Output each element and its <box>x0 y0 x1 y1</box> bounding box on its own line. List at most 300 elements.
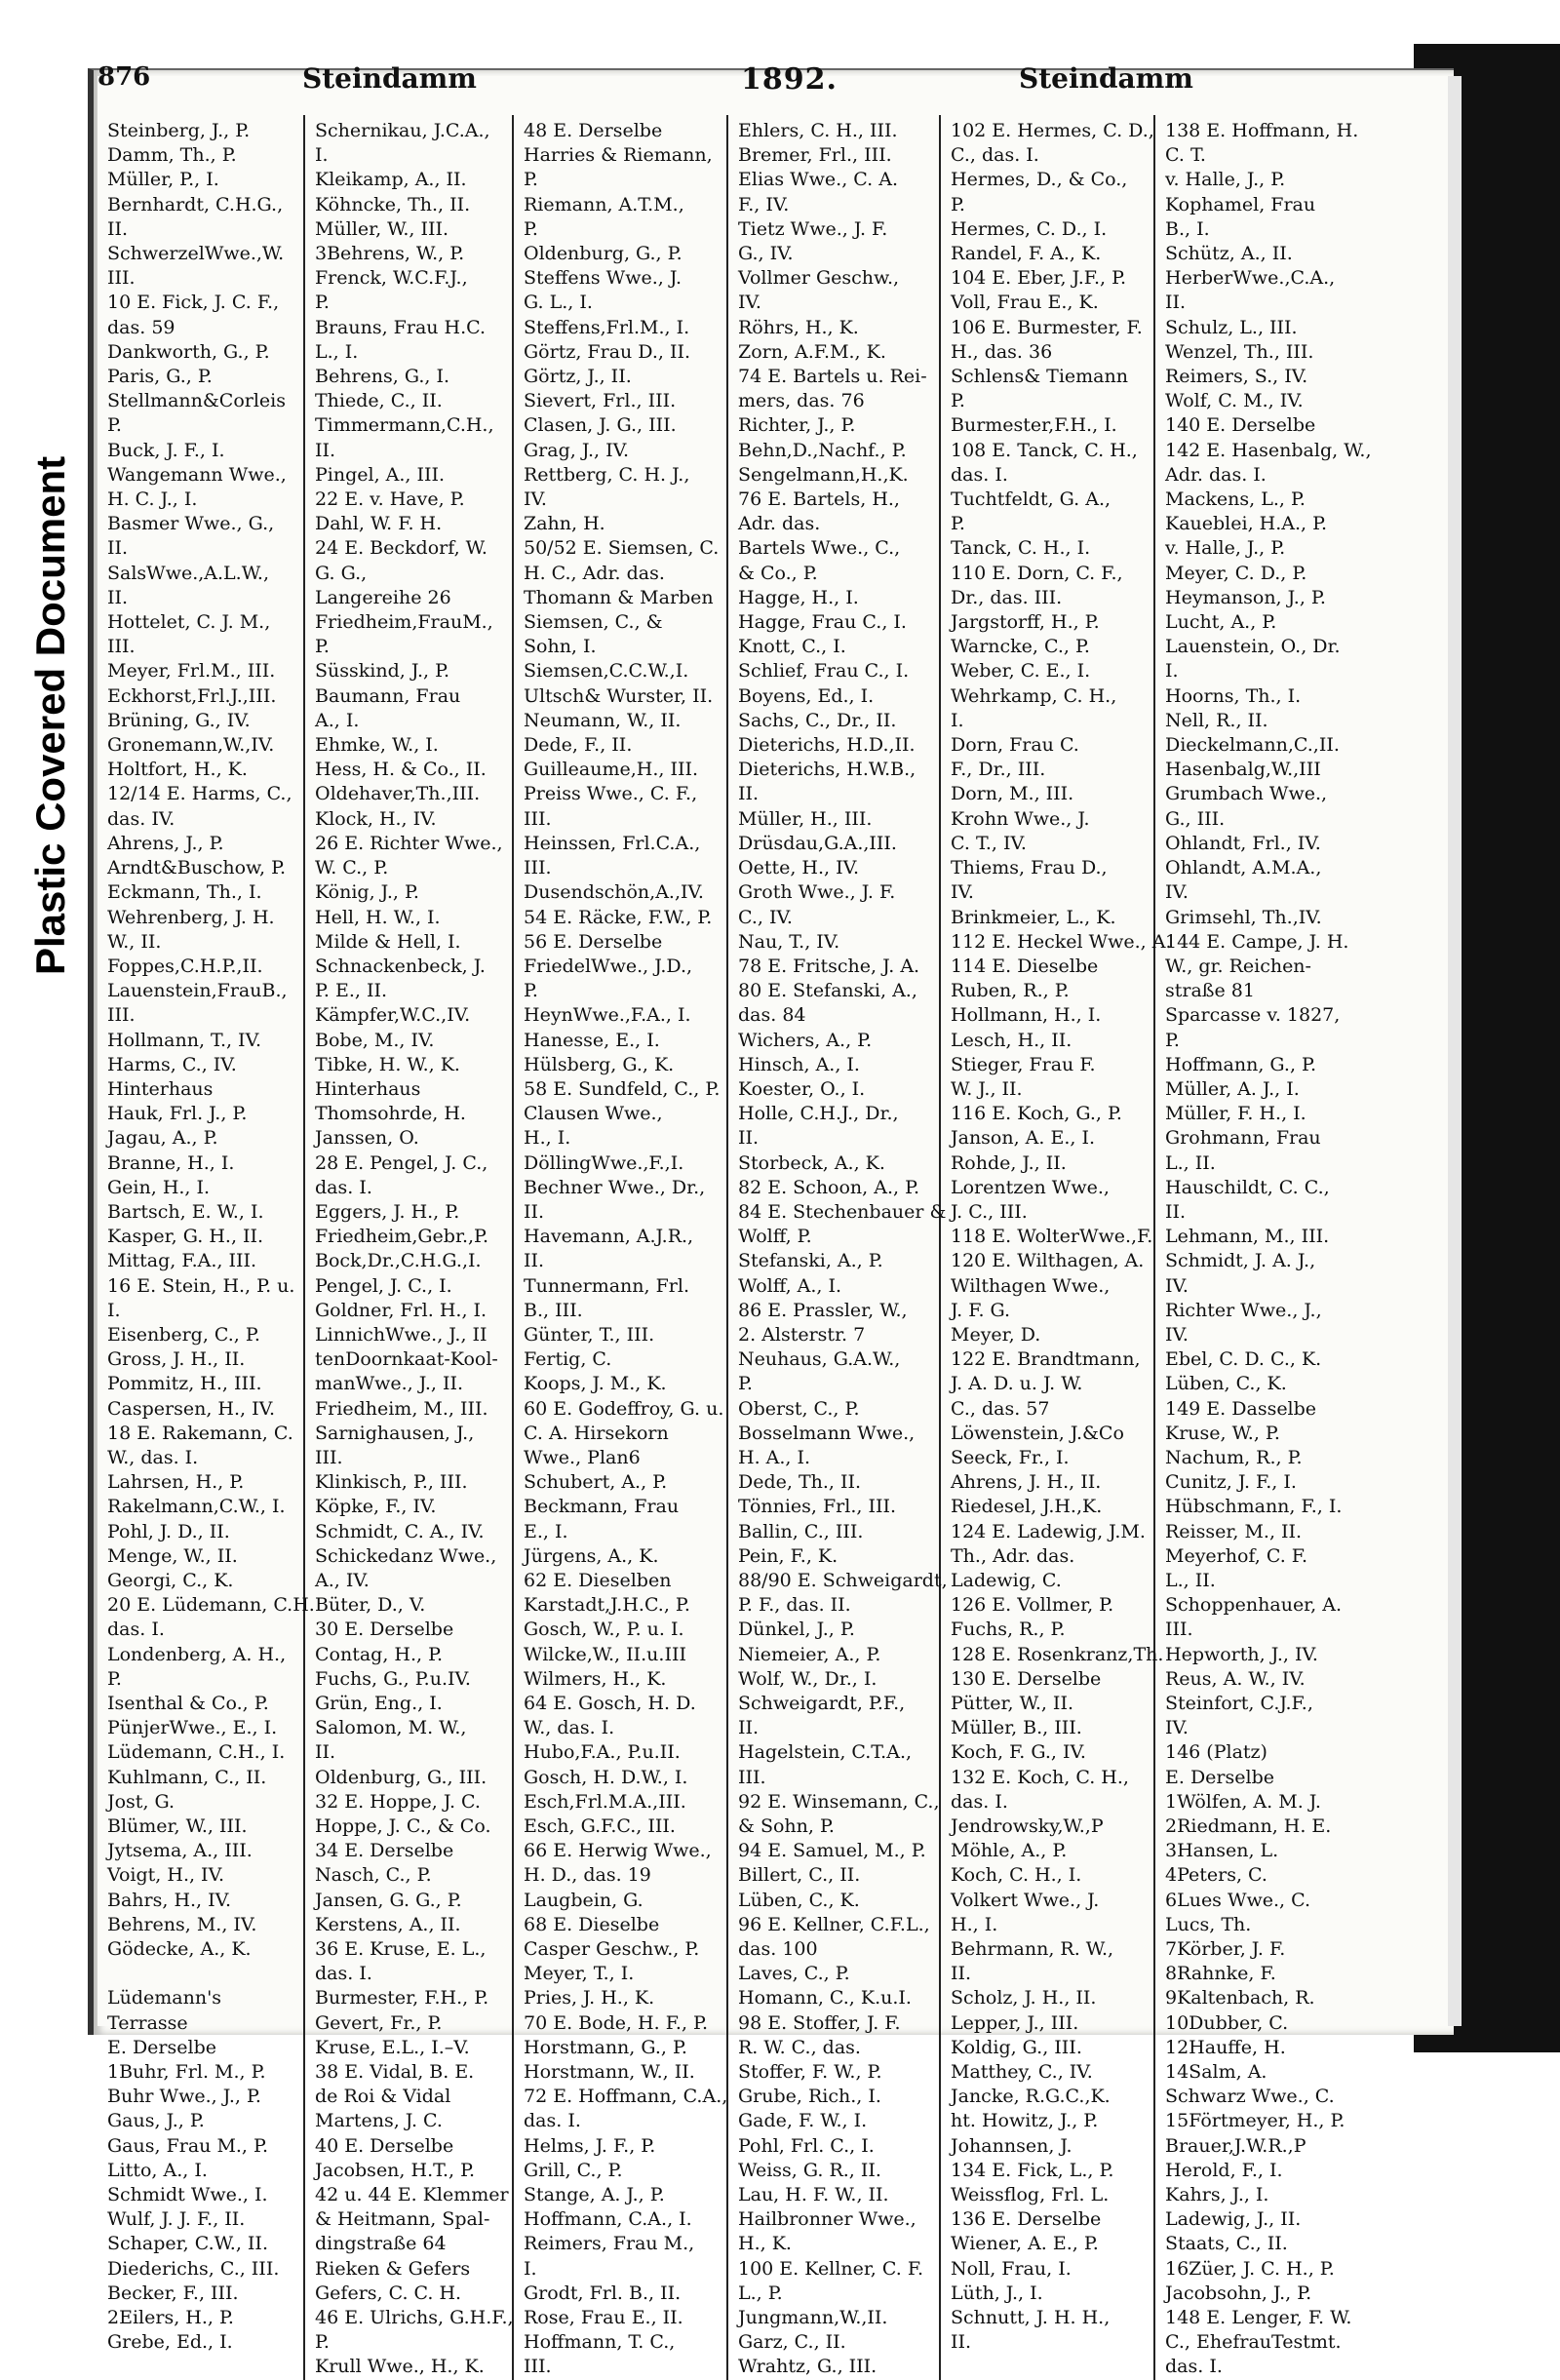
directory-entry-line: Wolf, C. M., IV. <box>1165 390 1304 412</box>
directory-entry-line: 1Wölfen, A. M. J. <box>1165 1790 1321 1813</box>
directory-entry-line: Knott, C., I. <box>738 636 846 658</box>
directory-entry-line: Sarnighausen, J., <box>315 1422 475 1444</box>
directory-entry-line: Lesch, H., II. <box>951 1029 1072 1051</box>
directory-entry-line: Holtfort, H., K. <box>107 759 248 781</box>
directory-entry-line: Hagge, H., I. <box>738 586 859 608</box>
directory-entry-line: Niemeier, A., P. <box>738 1643 881 1665</box>
directory-entry-line: Isenthal & Co., P. <box>107 1693 269 1714</box>
directory-entry-line: II. <box>315 1741 336 1764</box>
directory-entry-line: Bremer, Frl., III. <box>738 144 892 167</box>
directory-entry-line: ht. Howitz, J., P. <box>951 2110 1099 2132</box>
directory-entry-line: Elias Wwe., C. A. <box>738 169 898 191</box>
directory-entry-line: Hermes, D., & Co., <box>951 169 1128 191</box>
directory-entry-line: Eisenberg, C., P. <box>107 1323 260 1346</box>
directory-entry-line: 56 E. Derselbe <box>524 930 663 953</box>
directory-entry-line: Müller, W., III. <box>315 217 449 240</box>
directory-entry-line: Dorn, M., III. <box>951 783 1074 805</box>
directory-entry-line: H. D., das. 19 <box>524 1864 651 1887</box>
directory-entry-line: I. <box>315 144 329 167</box>
directory-entry-line: 46 E. Ulrichs, G.H.F., <box>315 2307 514 2329</box>
directory-entry-line: Grohmann, Frau <box>1165 1127 1321 1150</box>
directory-entry-line: Neumann, W., II. <box>524 709 682 731</box>
directory-entry-line: 116 E. Koch, G., P. <box>951 1103 1122 1125</box>
directory-entry-line: 92 E. Winsemann, C., <box>738 1790 940 1813</box>
directory-entry-line: 26 E. Richter Wwe., <box>315 832 503 854</box>
directory-entry-line: Karstadt,J.H.C., P. <box>524 1594 690 1617</box>
directory-entry-line: Casper Geschw., P. <box>524 1938 700 1961</box>
directory-entry-line: Arndt&Buschow, P. <box>107 857 287 879</box>
directory-entry-line: Zorn, A.F.M., K. <box>738 340 886 363</box>
directory-entry-line: 60 E. Godeffroy, G. u. <box>524 1397 724 1420</box>
directory-entry-line: 76 E. Bartels, H., <box>738 488 900 511</box>
directory-entry-line: Storbeck, A., K. <box>738 1151 885 1174</box>
directory-entry-line: Steffens,Frl.M., I. <box>524 316 690 338</box>
directory-entry-line: W. C., P. <box>315 857 389 879</box>
directory-entry-line: 54 E. Räcke, F.W., P. <box>524 906 713 928</box>
directory-entry-line: 58 E. Sundfeld, C., P. <box>524 1077 721 1100</box>
directory-entry-line: manWwe., J., II. <box>315 1373 464 1395</box>
directory-entry-line: Ebel, C. D. C., K. <box>1165 1348 1322 1371</box>
directory-entry-line: Becker, F., III. <box>107 2282 239 2304</box>
directory-entry-line: P. <box>1165 1029 1180 1051</box>
directory-entry-line: Thiems, Frau D., <box>951 857 1108 879</box>
directory-entry-line: Friedheim,Gebr.,P. <box>315 1226 488 1248</box>
directory-entry-line: Th., Adr. das. <box>951 1544 1075 1567</box>
directory-entry-line: 30 E. Derselbe <box>315 1619 454 1641</box>
directory-entry-line: A., I. <box>315 709 360 731</box>
directory-entry-line: B., III. <box>524 1299 583 1321</box>
directory-entry-line: 20 E. Lüdemann, C.H. <box>107 1594 315 1617</box>
directory-entry-line: Londenberg, A. H., <box>107 1643 287 1665</box>
directory-entry-line: Tibke, H. W., K. <box>315 1053 460 1075</box>
directory-entry-line: P. E., II. <box>315 980 388 1002</box>
directory-entry-line: Neuhaus, G.A.W., <box>738 1348 901 1371</box>
directory-entry-line: Kaueblei, H.A., P. <box>1165 513 1328 535</box>
directory-entry-line: Hepworth, J., IV. <box>1165 1643 1318 1665</box>
street-heading-left: Steindamm <box>302 62 477 95</box>
directory-entry-line: Schmidt Wwe., I. <box>107 2184 268 2206</box>
directory-entry-line: mers, das. 76 <box>738 390 865 412</box>
directory-entry-line: Nasch, C., P. <box>315 1864 432 1887</box>
directory-entry-line: Havemann, A.J.R., <box>524 1226 694 1248</box>
directory-entry-line: Wolf, W., Dr., I. <box>738 1667 878 1690</box>
directory-entry-line: Grumbach Wwe., <box>1165 783 1328 805</box>
directory-entry-line: 22 E. v. Have, P. <box>315 488 465 511</box>
directory-entry-line: Görtz, J., II. <box>524 366 632 388</box>
directory-entry-line: 149 E. Dasselbe <box>1165 1397 1317 1420</box>
directory-entry-line: Esch, G.F.C., III. <box>524 1815 676 1838</box>
directory-entry-line: 122 E. Brandtmann, <box>951 1348 1141 1371</box>
directory-entry-line: H., I. <box>524 1127 571 1150</box>
directory-entry-line: Pommitz, H., III. <box>107 1373 262 1395</box>
directory-entry-line: Meyer, Frl.M., III. <box>107 660 276 683</box>
directory-entry-line: Oberst, C., P. <box>738 1397 860 1420</box>
directory-entry-line: Pein, F., K. <box>738 1544 838 1567</box>
directory-entry-line: Gross, J. H., II. <box>107 1348 246 1371</box>
directory-entry-line: 4Peters, C. <box>1165 1864 1268 1887</box>
sidebar-label-text: Plastic Covered Document <box>27 455 73 975</box>
directory-entry-line: C., EhefrauTestmt. <box>1165 2331 1342 2354</box>
directory-entry-line: Menge, W., II. <box>107 1544 238 1567</box>
directory-entry-line: Laugbein, G. <box>524 1889 644 1911</box>
directory-entry-line: Jendrowsky,W.,P <box>951 1815 1104 1838</box>
directory-entry-line: Bock,Dr.,C.H.G.,I. <box>315 1250 482 1272</box>
directory-entry-line: Wrahtz, G., III. <box>738 2356 878 2378</box>
directory-entry-line: Langereihe 26 <box>315 586 451 608</box>
directory-entry-line: Mittag, F.A., III. <box>107 1250 257 1272</box>
directory-entry-line: 118 E. WolterWwe.,F. <box>951 1226 1153 1248</box>
directory-entry-line: P. F., das. II. <box>738 1594 851 1617</box>
directory-entry-line: Krull Wwe., H., K. <box>315 2356 485 2378</box>
directory-entry-line: Kahrs, J., I. <box>1165 2184 1269 2206</box>
directory-entry-line: II. <box>738 1127 760 1150</box>
directory-entry-line: Schickedanz Wwe., <box>315 1544 497 1567</box>
directory-entry-line: H., K. <box>738 2233 792 2255</box>
directory-entry-line: Dankworth, G., P. <box>107 340 270 363</box>
directory-entry-line: Wolff, A., I. <box>738 1274 842 1297</box>
directory-entry-line: Pohl, J. D., II. <box>107 1520 230 1542</box>
directory-entry-line: Wichers, A., P. <box>738 1029 873 1051</box>
directory-entry-line: das. 84 <box>738 1004 806 1027</box>
directory-entry-line: Wangemann Wwe., <box>107 463 287 486</box>
directory-entry-line: Diederichs, C., III. <box>107 2257 280 2280</box>
directory-entry-line: Timmermann,C.H., <box>315 414 494 437</box>
directory-entry-line: Hanesse, E., I. <box>524 1029 660 1051</box>
directory-entry-line: Friedheim,FrauM., <box>315 611 493 634</box>
directory-entry-line: Wilthagen Wwe., <box>951 1274 1111 1297</box>
directory-entry-line: Klinkisch, P., III. <box>315 1471 468 1494</box>
directory-entry-line: Bobe, M., IV. <box>315 1029 435 1051</box>
directory-entry-line: Hoffmann, T. C., <box>524 2331 676 2354</box>
directory-entry-line: Klock, H., IV. <box>315 807 437 830</box>
directory-entry-line: Jytsema, A., III. <box>107 1840 253 1862</box>
directory-entry-line: IV. <box>1165 1323 1189 1346</box>
directory-entry-line: de Roi & Vidal <box>315 2086 451 2108</box>
directory-entry-line: Voll, Frau E., K. <box>951 292 1099 314</box>
directory-entry-line: Schaper, C.W., II. <box>107 2233 268 2255</box>
directory-entry-line: 16Züer, J. C. H., P. <box>1165 2257 1335 2280</box>
directory-entry-line: I. <box>107 1299 121 1321</box>
directory-entry-line: P. <box>315 636 330 658</box>
directory-entry-line: das. I. <box>524 2110 581 2132</box>
directory-entry-line: Kophamel, Frau <box>1165 193 1316 215</box>
directory-column-5 <box>941 115 1172 2380</box>
directory-entry-line: 2. Alsterstr. 7 <box>738 1323 866 1346</box>
directory-entry-line: Wilcke,W., II.u.III <box>524 1643 686 1665</box>
directory-entry-line: Hinterhaus <box>107 1077 214 1100</box>
directory-entry-line: Gödecke, A., K. <box>107 1938 252 1961</box>
directory-entry-line: Preiss Wwe., C. F., <box>524 783 698 805</box>
directory-entry-line: Nau, T., IV. <box>738 930 840 953</box>
directory-entry-line: das. 59 <box>107 316 176 338</box>
directory-entry-line: F., IV. <box>738 193 790 215</box>
directory-entry-line: 42 u. 44 E. Klemmer <box>315 2184 509 2206</box>
directory-entry-line: Jargstorff, H., P. <box>951 611 1100 634</box>
directory-entry-line: J. C., III. <box>951 1200 1028 1223</box>
directory-entry-line: FriedelWwe., J.D., <box>524 955 693 977</box>
directory-entry-line: 14Salm, A. <box>1165 2061 1268 2084</box>
directory-entry-line: Richter Wwe., J., <box>1165 1299 1322 1321</box>
directory-entry-line: Damm, Th., P. <box>107 144 237 167</box>
directory-entry-line: 96 E. Kellner, C.F.L., <box>738 1913 930 1935</box>
directory-entry-line: Ruben, R., P. <box>951 980 1070 1002</box>
directory-entry-line: Esch,Frl.M.A.,III. <box>524 1790 686 1813</box>
directory-column-3 <box>514 115 728 2380</box>
directory-entry-line: III. <box>107 636 136 658</box>
directory-entry-line: Mackens, L., P. <box>1165 488 1306 511</box>
directory-entry-line: IV. <box>1165 1717 1189 1739</box>
directory-entry-line: 9Kaltenbach, R. <box>1165 1987 1315 2009</box>
directory-entry-line: Lucht, A., P. <box>1165 611 1277 634</box>
directory-entry-line: P. <box>524 980 538 1002</box>
directory-entry-line: Meyer, C. D., P. <box>1165 562 1307 584</box>
directory-entry-line: Müller, F. H., I. <box>1165 1103 1306 1125</box>
directory-entry-line: Krohn Wwe., J. <box>951 807 1090 830</box>
directory-entry-line: Riedesel, J.H.,K. <box>951 1496 1103 1518</box>
directory-entry-line: Hoffmann, G., P. <box>1165 1053 1316 1075</box>
directory-entry-line: Grün, Eng., I. <box>315 1693 443 1714</box>
directory-entry-line: Eckmann, Th., I. <box>107 881 262 904</box>
directory-entry-line: Billert, C., II. <box>738 1864 861 1887</box>
directory-entry-line: Gronemann,W.,IV. <box>107 734 275 757</box>
directory-entry-line: Hubo,F.A., P.u.II. <box>524 1741 681 1764</box>
directory-entry-line: II. <box>524 1250 545 1272</box>
directory-entry-line: SalsWwe.,A.L.W., <box>107 562 269 584</box>
directory-entry-line: tenDoornkaat-Kool- <box>315 1348 498 1371</box>
directory-entry-line: Wilmers, H., K. <box>524 1667 667 1690</box>
directory-entry-line: Wiener, A. E., P. <box>951 2233 1099 2255</box>
directory-entry-line: 70 E. Bode, H. F., P. <box>524 2011 709 2034</box>
directory-entry-line: Vollmer Geschw., <box>738 267 900 290</box>
directory-entry-line: W., das. I. <box>524 1717 615 1739</box>
directory-entry-line: Bechner Wwe., Dr., <box>524 1176 706 1198</box>
directory-entry-line: Möhle, A., P. <box>951 1840 1068 1862</box>
directory-entry-line: Rose, Frau E., II. <box>524 2307 683 2329</box>
directory-entry-line: Tönnies, Frl., III. <box>738 1496 897 1518</box>
directory-entry-line: 84 E. Stechenbauer & <box>738 1200 947 1223</box>
directory-entry-line: 10 E. Fick, J. C. F., <box>107 292 280 314</box>
directory-entry-line: Zahn, H. <box>524 513 605 535</box>
directory-entry-line: Boyens, Ed., I. <box>738 684 875 707</box>
directory-entry-line: Schlief, Frau C., I. <box>738 660 910 683</box>
directory-entry-line: H., das. 36 <box>951 340 1053 363</box>
directory-entry-line: R. W. C., das. <box>738 2036 861 2058</box>
directory-entry-line: Wwe., Plan6 <box>524 1446 641 1468</box>
directory-entry-line: Grebe, Ed., I. <box>107 2331 233 2354</box>
directory-entry-line: Schnackenbeck, J. <box>315 955 486 977</box>
directory-entry-line: Hottelet, C. J. M., <box>107 611 271 634</box>
directory-entry-line: König, J., P. <box>315 881 419 904</box>
directory-entry-line: Hagelstein, C.T.A., <box>738 1741 913 1764</box>
directory-entry-line: das. I. <box>315 1176 372 1198</box>
directory-entry-line: Steinberg, J., P. <box>107 120 251 141</box>
directory-entry-line: Burmester,F.H., I. <box>951 414 1117 437</box>
directory-entry-line: Reimers, S., IV. <box>1165 366 1308 388</box>
directory-entry-line: das. I. <box>951 1790 1008 1813</box>
directory-entry-line: 98 E. Stoffer, J. F. <box>738 2011 901 2034</box>
directory-entry-line: Schoppenhauer, A. <box>1165 1594 1343 1617</box>
sidebar-label-panel <box>0 0 88 2123</box>
directory-entry-line: Hauschildt, C. C., <box>1165 1176 1330 1198</box>
directory-entry-line: 10Dubber, C. <box>1165 2011 1289 2034</box>
directory-entry-line: Günter, T., III. <box>524 1323 655 1346</box>
directory-entry-line: Bartels Wwe., C., <box>738 537 901 560</box>
directory-entry-line: Steffens Wwe., J. <box>524 267 682 290</box>
directory-entry-line: III. <box>315 1446 343 1468</box>
directory-entry-line <box>107 1962 295 1986</box>
directory-entry-line: 6Lues Wwe., C. <box>1165 1889 1311 1911</box>
directory-entry-line: Basmer Wwe., G., <box>107 513 275 535</box>
directory-entry-line: II. <box>524 1200 545 1223</box>
directory-entry-line: 100 E. Kellner, C. F. <box>738 2257 924 2280</box>
directory-entry-line: P. <box>315 2331 330 2354</box>
directory-entry-line: Jacobsen, H.T., P. <box>315 2159 476 2181</box>
directory-entry-line: F., Dr., III. <box>951 759 1046 781</box>
directory-entry-line: Thomsohrde, H. <box>315 1103 466 1125</box>
directory-entry-line: IV. <box>951 881 974 904</box>
directory-entry-line: Hauk, Frl. J., P. <box>107 1103 248 1125</box>
directory-entry-line: Blümer, W., III. <box>107 1815 248 1838</box>
directory-entry-line: Hermes, C. D., I. <box>951 217 1108 240</box>
directory-entry-line: Hollmann, H., I. <box>951 1004 1102 1027</box>
directory-entry-line: Hinsch, A., I. <box>738 1053 860 1075</box>
directory-entry-line: HeynWwe.,F.A., I. <box>524 1004 691 1027</box>
directory-entry-line: II. <box>1165 1200 1187 1223</box>
directory-entry-line: Ohlandt, Frl., IV. <box>1165 832 1321 854</box>
directory-entry-line: H., I. <box>951 1913 998 1935</box>
directory-entry-line: das. 100 <box>738 1938 818 1961</box>
directory-entry-line: I. <box>524 2257 537 2280</box>
directory-entry-line: Scholz, J. H., II. <box>951 1987 1097 2009</box>
directory-entry-line: P. <box>951 513 965 535</box>
directory-entry-line: Schubert, A., P. <box>524 1471 668 1494</box>
directory-entry-line: P. <box>107 1667 122 1690</box>
directory-entry-line: 142 E. Hasenbalg, W., <box>1165 439 1372 461</box>
directory-entry-line: Schulz, L., III. <box>1165 316 1298 338</box>
directory-entry-line: P. <box>524 169 538 191</box>
directory-entry-line: das. I. <box>1165 2356 1223 2378</box>
directory-entry-line: Weber, C. E., I. <box>951 660 1091 683</box>
directory-entry-line: Oette, H., IV. <box>738 857 860 879</box>
directory-entry-line: Cunitz, J. F., I. <box>1165 1471 1297 1494</box>
directory-entry-line: Hinterhaus <box>315 1077 421 1100</box>
directory-entry-line: Sachs, C., Dr., II. <box>738 709 897 731</box>
directory-entry-line: Stieger, Frau F. <box>951 1053 1096 1075</box>
directory-entry-line: Sparcasse v. 1827, <box>1165 1004 1341 1027</box>
directory-entry-line: L., II. <box>1165 1151 1216 1174</box>
directory-entry-line: III. <box>524 857 552 879</box>
directory-entry-line: P. <box>738 1373 753 1395</box>
directory-entry-line: Terrasse <box>107 2011 188 2034</box>
directory-entry-line: 50/52 E. Siemsen, C. <box>524 537 720 560</box>
directory-entry-line: Guilleaume,H., III. <box>524 759 698 781</box>
directory-entry-line: 144 E. Campe, J. H. <box>1165 930 1349 953</box>
directory-entry-line: Heinssen, Frl.C.A., <box>524 832 701 854</box>
directory-entry-line: Fuchs, R., P. <box>951 1619 1066 1641</box>
directory-entry-line: Stefanski, A., P. <box>738 1250 883 1272</box>
directory-entry-line: 62 E. Dieselben <box>524 1569 672 1591</box>
directory-entry-line: 66 E. Herwig Wwe., <box>524 1840 712 1862</box>
directory-entry-line: L., I. <box>315 340 359 363</box>
directory-entry-line: Tuchtfeldt, G. A., <box>951 488 1112 511</box>
directory-entry-line: Gade, F. W., I. <box>738 2110 868 2132</box>
directory-entry-line: Köpke, F., IV. <box>315 1496 437 1518</box>
directory-entry-line: Grill, C., P. <box>524 2159 623 2181</box>
directory-entry-line: Pries, J. H., K. <box>524 1987 655 2009</box>
directory-entry-line: Hoorns, Th., I. <box>1165 684 1302 707</box>
directory-entry-line: G., III. <box>1165 807 1226 830</box>
directory-entry-line: 28 E. Pengel, J. C., <box>315 1151 488 1174</box>
directory-entry-line: Kuhlmann, C., II. <box>107 1766 267 1788</box>
directory-entry-line: Fertig, C. <box>524 1348 612 1371</box>
directory-entry-line: 94 E. Samuel, M., P. <box>738 1840 926 1862</box>
directory-entry-line: Kerstens, A., II. <box>315 1913 461 1935</box>
directory-entry-line: Jürgens, A., K. <box>524 1544 659 1567</box>
directory-entry-line: Gefers, C. C. H. <box>315 2282 462 2304</box>
directory-entry-line: Pohl, Frl. C., I. <box>738 2134 875 2157</box>
directory-entry-line: Schmidt, J. A. J., <box>1165 1250 1316 1272</box>
directory-entry-line: Salomon, M. W., <box>315 1717 467 1739</box>
directory-entry-line: III. <box>1165 1619 1193 1641</box>
directory-column-2 <box>305 115 514 2380</box>
directory-entry-line: Foppes,C.H.P.,II. <box>107 955 263 977</box>
directory-entry-line: Wehrkamp, C. H., <box>951 684 1117 707</box>
directory-entry-line: Hübschmann, F., I. <box>1165 1496 1343 1518</box>
directory-entry-line: Fuchs, G., P.u.IV. <box>315 1667 471 1690</box>
directory-entry-line: Lüdemann, C.H., I. <box>107 1741 286 1764</box>
directory-entry-line: 1Buhr, Frl. M., P. <box>107 2061 266 2084</box>
directory-entry-line: Reisser, M., II. <box>1165 1520 1303 1542</box>
directory-entry-line: Kasper, G. H., II. <box>107 1226 264 1248</box>
directory-entry-line: Garz, C., II. <box>738 2331 846 2354</box>
directory-entry-line: P. <box>951 193 965 215</box>
directory-entry-line: Hailbronner Wwe., <box>738 2208 916 2231</box>
directory-entry-line: H. A., I. <box>738 1446 811 1468</box>
directory-entry-line: Paris, G., P. <box>107 366 213 388</box>
directory-entry-line: Nell, R., II. <box>1165 709 1268 731</box>
directory-entry-line: 88/90 E. Schweigardt, <box>738 1569 948 1591</box>
directory-entry-line: Köhncke, Th., II. <box>315 193 471 215</box>
directory-entry-line: Dr., das. III. <box>951 586 1063 608</box>
directory-entry-line: Eckhorst,Frl.J.,III. <box>107 684 277 707</box>
directory-entry-line: Schütz, A., II. <box>1165 243 1293 265</box>
directory-entry-line: 130 E. Derselbe <box>951 1667 1102 1690</box>
directory-entry-line: das. I. <box>951 463 1008 486</box>
directory-entry-line: 138 E. Hoffmann, H. <box>1165 120 1359 141</box>
directory-entry-line: III. <box>524 807 552 830</box>
directory-entry-line: PünjerWwe., E., I. <box>107 1717 278 1739</box>
directory-entry-line: Harms, C., IV. <box>107 1053 237 1075</box>
directory-entry-line: Homann, C., K.u.I. <box>738 1987 912 2009</box>
directory-entry-line: Ehlers, C. H., III. <box>738 120 898 141</box>
directory-entry-line: 124 E. Ladewig, J.M. <box>951 1520 1146 1542</box>
directory-entry-line: Bosselmann Wwe., <box>738 1422 916 1444</box>
directory-entry-line: Lauenstein,FrauB., <box>107 980 288 1002</box>
directory-entry-line: Kruse, E.L., I.–V. <box>315 2036 470 2058</box>
directory-entry-line: 12/14 E. Harms, C., <box>107 783 292 805</box>
directory-entry-line: II. <box>738 783 760 805</box>
directory-entry-line: II. <box>951 2331 972 2354</box>
directory-entry-line: Rettberg, C. H. J., <box>524 463 690 486</box>
directory-entry-line: LinnichWwe., J., II <box>315 1323 488 1346</box>
directory-entry-line: Lau, H. F. W., II. <box>738 2184 889 2206</box>
directory-entry-line: Dede, Th., II. <box>738 1471 862 1494</box>
directory-entry-line: E. Derselbe <box>107 2036 216 2058</box>
directory-entry-line: & Heitmann, Spal- <box>315 2208 490 2231</box>
directory-entry-line: Rieken & Gefers <box>315 2257 471 2280</box>
directory-entry-line: 72 E. Hoffmann, C.A., <box>524 2086 728 2108</box>
directory-entry-line: Oldehaver,Th.,III. <box>315 783 481 805</box>
